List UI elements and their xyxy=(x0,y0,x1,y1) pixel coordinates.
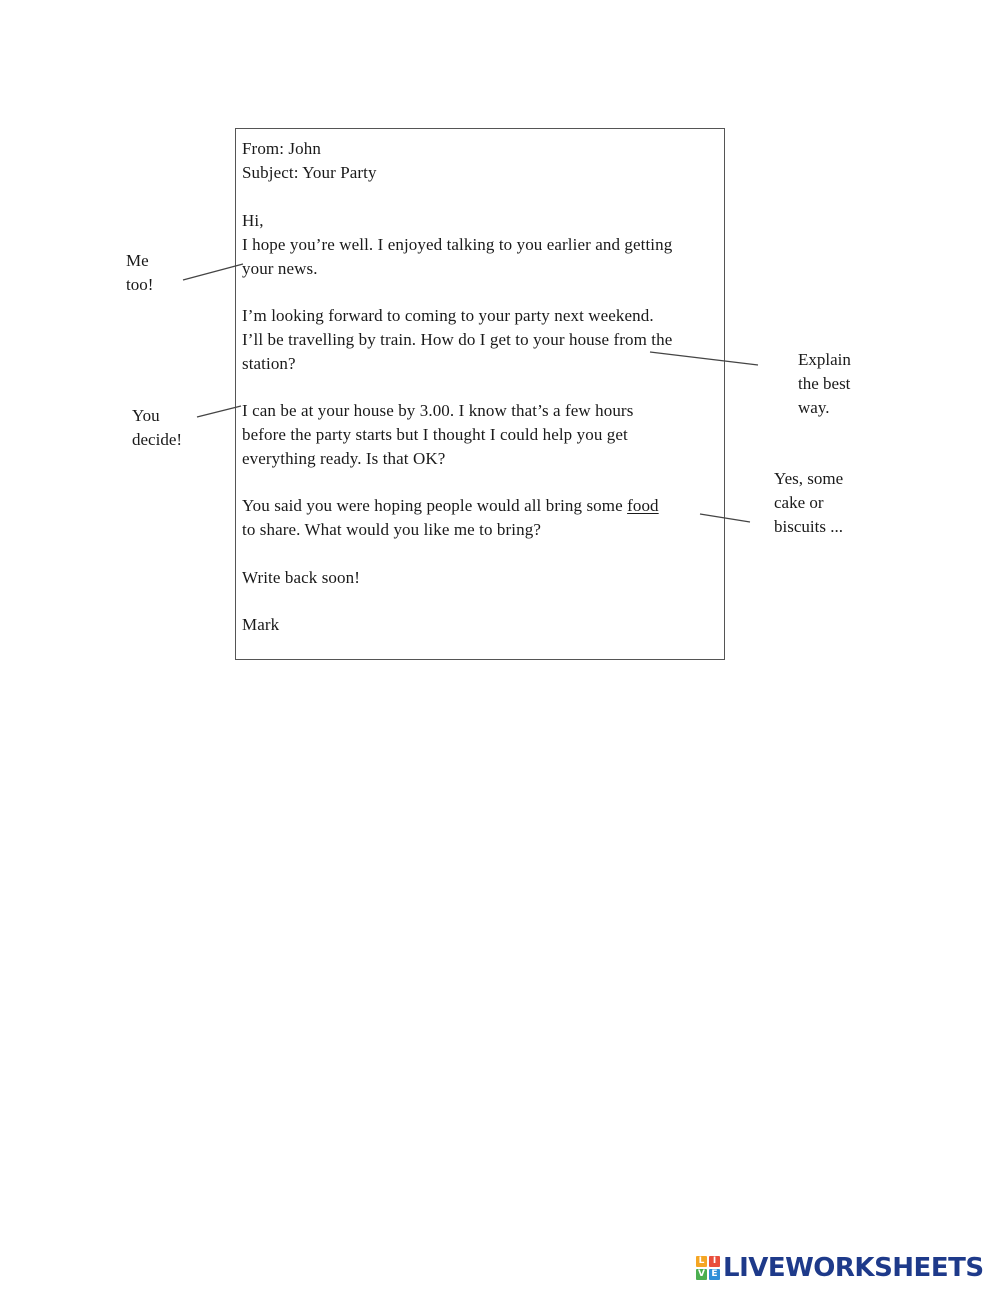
me-too-pointer-line xyxy=(183,264,243,280)
logo-letter-i: I xyxy=(709,1256,720,1267)
yes-some-pointer-line xyxy=(700,514,750,522)
note-yes-some-line-1: Yes, some xyxy=(774,469,844,488)
letter-paragraph-1-line-1: I hope you’re well. I enjoyed talking to you earlier and getting xyxy=(242,235,673,254)
note-you-decide-line-1: You xyxy=(132,406,160,425)
letter-paragraph-3-line-3: everything ready. Is that OK? xyxy=(242,449,446,468)
letter-paragraph-4-text: You said you were hoping people would all bring some xyxy=(242,496,628,515)
food-underlined-word: food xyxy=(627,496,659,515)
note-yes-some-line-3: biscuits ... xyxy=(774,517,843,536)
letter-paragraph-2-line-3: station? xyxy=(242,354,296,373)
letter-signature: Mark xyxy=(242,615,280,634)
letter-closing: Write back soon! xyxy=(242,568,360,587)
note-you-decide-line-2: decide! xyxy=(132,430,183,449)
note-yes-some-line-2: cake or xyxy=(774,493,824,512)
letter-paragraph-1-line-2: your news. xyxy=(242,259,318,278)
logo-letter-l: L xyxy=(696,1256,707,1267)
logo-letter-v: V xyxy=(696,1269,707,1280)
explain-pointer-line xyxy=(650,352,758,365)
note-explain-line-3: way. xyxy=(798,398,830,417)
letter-subject: Subject: Your Party xyxy=(242,163,377,182)
liveworksheets-logo-icon xyxy=(696,1256,720,1280)
letter-paragraph-2-line-2: I’ll be travelling by train. How do I get to your house from the xyxy=(242,330,673,349)
you-decide-pointer-line xyxy=(197,406,241,417)
letter-paragraph-3-line-1: I can be at your house by 3.00. I know that’s a few hours xyxy=(242,401,634,420)
note-me-too-line-2: too! xyxy=(126,275,154,294)
liveworksheets-brand xyxy=(696,1253,984,1283)
letter-paragraph-3-line-2: before the party starts but I thought I could help you get xyxy=(242,425,628,444)
logo-letter-e: E xyxy=(709,1269,720,1280)
letter-greeting: Hi, xyxy=(242,211,264,230)
note-explain-line-2: the best xyxy=(798,374,851,393)
note-explain-line-1: Explain xyxy=(798,350,851,369)
note-me-too-line-1: Me xyxy=(126,251,149,270)
brand-name: LIVEWORKSHEETS xyxy=(723,1253,984,1283)
letter-paragraph-2-line-1: I’m looking forward to coming to your party next weekend. xyxy=(242,306,654,325)
letter-from: From: John xyxy=(242,139,321,158)
letter-paragraph-4-line-2: to share. What would you like me to bring? xyxy=(242,520,541,539)
